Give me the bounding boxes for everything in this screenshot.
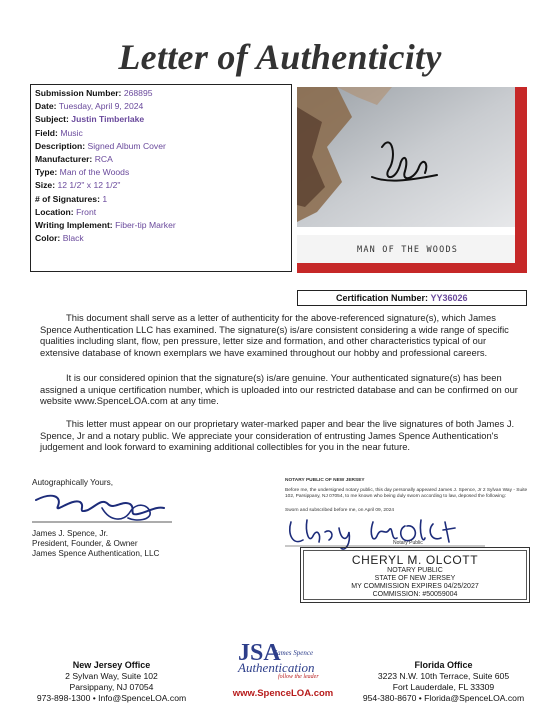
detail-row [35, 127, 287, 140]
detail-label: # of Signatures: [35, 193, 100, 204]
jsa-logo-small-text: James Spence [274, 649, 314, 657]
detail-row [35, 206, 287, 219]
detail-row [35, 100, 287, 113]
detail-row [35, 219, 287, 232]
nj-office [24, 660, 199, 704]
fl-office [356, 660, 531, 704]
detail-row [35, 87, 287, 100]
detail-label: Field: [35, 127, 58, 138]
body-paragraph-2: It is our considered opinion that the signature(s) is/are genuine. Your authenticated signature(s) has been assigned a unique certification number, which is uploaded into our restricted database and can be confirmed on our website www.SpenceLOA.com at any time. [40, 372, 518, 407]
jsa-logo [218, 642, 348, 699]
nj-office-heading: New Jersey Office [72, 660, 151, 670]
spence-signature-image [32, 488, 172, 524]
jsa-logo-text: JSA [238, 640, 281, 666]
detail-value: RCA [94, 153, 113, 164]
detail-row [35, 179, 287, 192]
detail-row [35, 166, 287, 179]
certification-box [297, 290, 527, 306]
closing-text: Autographically Yours, [32, 478, 114, 487]
signer-name: James J. Spence, Jr. [32, 529, 108, 538]
detail-value: Music [60, 127, 83, 138]
detail-label: Writing Implement: [35, 219, 113, 230]
notary-section [285, 478, 535, 555]
detail-label: Manufacturer: [35, 153, 93, 164]
notary-state: STATE OF NEW JERSEY [374, 575, 456, 582]
jsa-logo-authentication: Authentication [238, 660, 315, 675]
nj-address-line-1: 2 Sylvan Way, Suite 102 [65, 671, 158, 681]
fl-contact: 954-380-8670 • Florida@SpenceLOA.com [362, 693, 525, 703]
detail-label: Description: [35, 140, 86, 151]
notary-expiration: MY COMMISSION EXPIRES 04/25/2027 [351, 583, 479, 590]
certification-number: YY36026 [430, 293, 468, 303]
jsa-logo-tagline: follow the leader [278, 674, 319, 680]
detail-value: 1 [102, 193, 108, 204]
notary-signature-label: Notary Public [393, 540, 423, 546]
detail-value: Front [76, 206, 97, 217]
spence-signature-block [32, 478, 232, 559]
signer-company: James Spence Authentication, LLC [32, 549, 160, 558]
detail-row [35, 193, 287, 206]
page-title: Letter of Authenticity [118, 37, 442, 77]
notary-commission: COMMISSION: #50059004 [372, 591, 458, 598]
nj-address-line-2: Parsippany, NJ 07054 [69, 682, 154, 692]
detail-value: Tuesday, April 9, 2024 [58, 101, 144, 112]
notary-statement: Before me, the undersigned notary public, this day personally appeared James J. Spence, Jr 2 Sylvan Way - Suite 102, Parsippany, NJ 07054, to me known who being duly sworn according to law, deposed the following: [285, 488, 528, 499]
detail-row [35, 113, 287, 126]
notary-title: NOTARY PUBLIC [387, 567, 443, 574]
detail-value: Black [62, 233, 84, 244]
detail-label: Subject: [35, 114, 69, 125]
details-table [30, 84, 292, 272]
website-link[interactable]: www.SpenceLOA.com [232, 688, 334, 699]
detail-label: Color: [35, 233, 61, 244]
detail-value: 12 1/2" x 12 1/2" [57, 180, 121, 191]
fl-address-line-1: 3223 N.W. 10th Terrace, Suite 605 [377, 671, 510, 681]
body-paragraph-3: This letter must appear on our proprietary water-marked paper and bear the live signatures of both James J. Spence, Jr and a notary public. We appreciate your consideration of entrusting James Spence Authentication's judgement and look forward to examining additional collectibles for you in the near future. [40, 418, 515, 453]
detail-value: Signed Album Cover [87, 140, 166, 151]
nj-contact: 973-898-1300 • Info@SpenceLOA.com [36, 693, 187, 703]
detail-value: Fiber-tip Marker [115, 219, 176, 230]
item-photo [297, 87, 527, 273]
signer-role: President, Founder, & Owner [32, 539, 138, 548]
detail-label: Size: [35, 180, 56, 191]
detail-row [35, 232, 287, 245]
fl-office-heading: Florida Office [414, 660, 473, 670]
fl-address-line-2: Fort Lauderdale, FL 33309 [392, 682, 495, 692]
notary-name: CHERYL M. OLCOTT [351, 553, 479, 567]
detail-label: Date: [35, 101, 57, 112]
detail-label: Type: [35, 167, 58, 178]
detail-label: Submission Number: [35, 88, 122, 98]
detail-value: 268895 [123, 88, 153, 98]
notary-heading: NOTARY PUBLIC OF NEW JERSEY [285, 478, 365, 483]
certification-label: Certification Number: [336, 293, 429, 303]
notary-stamp [300, 547, 530, 603]
detail-value: Justin Timberlake [71, 114, 145, 125]
detail-label: Location: [35, 206, 74, 217]
detail-value: Man of the Woods [59, 167, 130, 178]
detail-row [35, 153, 287, 166]
body-paragraph-1: This document shall serve as a letter of authenticity for the above-referenced signature(s), which James Spence Authentication LLC has examined. The signature(s) is/are consistent considering a wide range of specific qualities including slant, flow, pen pressure, letter size and formation, and other characteristics typical of our extensive database of known exemplars we have examined throughout our hobby and professional careers. [40, 312, 509, 358]
notary-sworn: Sworn and subscribed before me, on April 09, 2024 [285, 508, 395, 513]
album-cover-image [297, 87, 527, 273]
album-text: MAN OF THE WOODS [357, 245, 459, 255]
detail-row [35, 140, 287, 153]
